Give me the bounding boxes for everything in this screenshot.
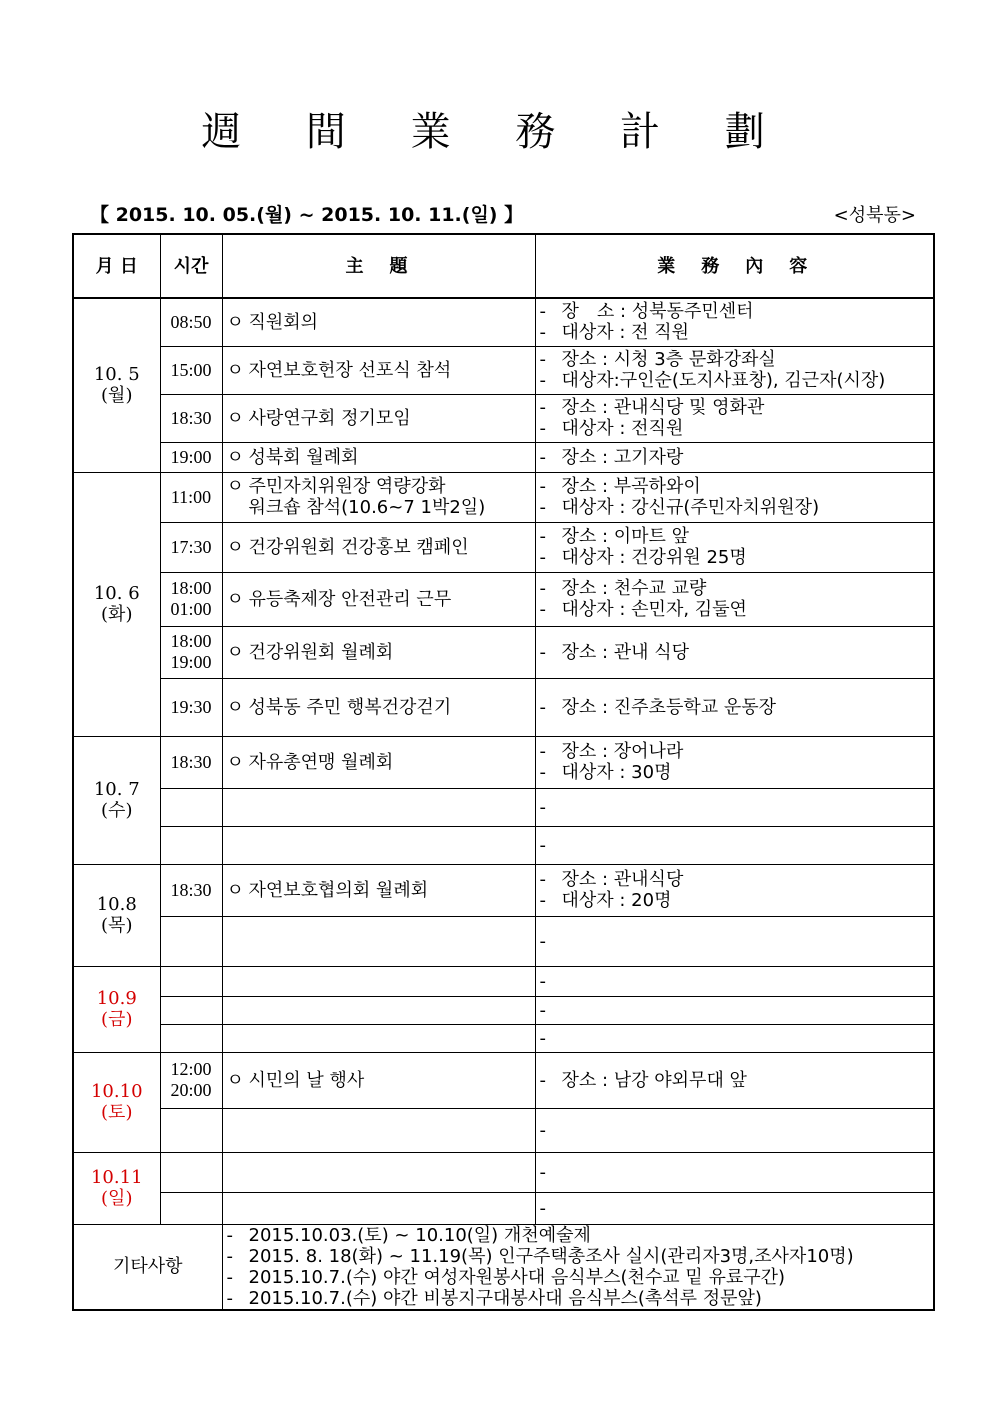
- time-cell: [160, 472, 222, 522]
- dash-mark: -: [539, 418, 546, 439]
- time-end-text: 19:00: [170, 652, 212, 672]
- content-cell: [535, 298, 934, 346]
- header-content: 業 務 內 容: [535, 234, 934, 298]
- content-line: - 대상자 : 손민자, 김둘연: [539, 599, 747, 620]
- time-cell: [160, 966, 222, 996]
- time-text: 18:30: [170, 407, 212, 428]
- content-cell: [535, 1192, 934, 1224]
- dash-mark: -: [539, 497, 546, 518]
- topic-line: ㅇ 건강위원회 월례회: [226, 641, 394, 663]
- circle-bullet-icon: ㅇ: [226, 588, 244, 610]
- dash-mark: -: [539, 578, 546, 599]
- circle-bullet-icon: ㅇ: [226, 311, 244, 333]
- dash-mark: -: [539, 741, 546, 762]
- circle-bullet-icon: ㅇ: [226, 696, 244, 718]
- table-row: [73, 1052, 934, 1108]
- content-cell: [535, 678, 934, 736]
- topic-line: ㅇ 성북동 주민 행복건강걷기: [226, 696, 452, 718]
- content-line: - 장소 : 시청 3층 문화강좌실: [539, 349, 776, 370]
- topic-cell: [222, 1152, 535, 1192]
- topic-cell: [222, 1052, 535, 1108]
- content-line: [540, 1198, 930, 1219]
- table-row: [73, 736, 934, 788]
- time-text: 17:30: [170, 536, 212, 557]
- date-text: 10.9: [96, 988, 137, 1009]
- table-row: [73, 394, 934, 442]
- table-row: [73, 864, 934, 916]
- content-line: [540, 1028, 930, 1049]
- content-cell: [535, 522, 934, 572]
- circle-bullet-icon: ㅇ: [226, 641, 244, 663]
- dash-mark: -: [539, 696, 546, 718]
- dash-mark: -: [539, 526, 546, 547]
- content-line: - 장소 : 진주초등학교 운동장: [539, 696, 776, 718]
- topic-line: ㅇ 자연보호협의회 월례회: [226, 879, 429, 901]
- date-text: 10.10: [90, 1081, 143, 1102]
- time-cell: [160, 826, 222, 864]
- topic-cell: [222, 472, 535, 522]
- content-cell: [535, 826, 934, 864]
- weekday-text: (금): [101, 1009, 133, 1030]
- topic-cell: [222, 678, 535, 736]
- content-line: [540, 931, 930, 952]
- time-text: 18:30: [170, 751, 212, 772]
- content-cell: [535, 472, 934, 522]
- dash-mark: -: [226, 1266, 233, 1288]
- time-text: 11:00: [170, 486, 212, 507]
- topic-cell: [222, 1108, 535, 1152]
- time-cell: [160, 678, 222, 736]
- table-row: [73, 1192, 934, 1224]
- content-line: - 대상자:구인순(도지사표창), 김근자(시장): [539, 370, 886, 391]
- topic-cell: [222, 916, 535, 966]
- dash-mark: -: [539, 1161, 546, 1183]
- circle-bullet-icon: ㅇ: [226, 1069, 244, 1091]
- table-row: [73, 472, 934, 522]
- content-cell: [535, 1052, 934, 1108]
- dash-mark: -: [539, 1069, 546, 1091]
- content-line: - 장소 : 천수교 교량: [539, 578, 707, 599]
- date-text: 10. 6: [93, 583, 140, 604]
- topic-cell: [222, 966, 535, 996]
- dash-mark: -: [539, 869, 546, 890]
- circle-bullet-icon: ㅇ: [226, 879, 244, 901]
- table-row: [73, 996, 934, 1024]
- time-cell: [160, 572, 222, 626]
- topic-cell: [222, 736, 535, 788]
- content-line: [540, 1000, 930, 1021]
- circle-bullet-icon: ㅇ: [226, 476, 244, 497]
- content-line: [540, 1120, 930, 1141]
- table-row: [73, 916, 934, 966]
- date-cell: [73, 736, 160, 864]
- time-text: 19:00: [170, 446, 212, 467]
- time-text: 12:00: [170, 1059, 212, 1079]
- dash-mark: -: [539, 349, 546, 370]
- weekday-text: (화): [101, 604, 133, 625]
- etc-item: - 2015.10.7.(수) 야간 여성자원봉사대 음식부스(천수교 밑 유료구간): [226, 1266, 786, 1288]
- time-end-text: 20:00: [170, 1080, 212, 1100]
- content-cell: [535, 1024, 934, 1052]
- content-cell: [535, 1108, 934, 1152]
- plan-body: [73, 298, 934, 1224]
- circle-bullet-icon: ㅇ: [226, 407, 244, 429]
- time-cell: [160, 788, 222, 826]
- table-row: [73, 1152, 934, 1192]
- date-cell: [73, 1152, 160, 1224]
- content-line: - 장소 : 장어나라: [539, 741, 684, 762]
- time-cell: [160, 394, 222, 442]
- circle-bullet-icon: ㅇ: [226, 359, 244, 381]
- dash-mark: -: [539, 370, 546, 391]
- content-cell: [535, 788, 934, 826]
- time-cell: [160, 1192, 222, 1224]
- content-line: [540, 797, 930, 818]
- topic-line: ㅇ 자연보호헌장 선포식 참석: [226, 359, 452, 381]
- topic-line: ㅇ 건강위원회 건강홍보 캠페인: [226, 536, 469, 558]
- dash-mark: -: [539, 999, 546, 1021]
- topic-cell: [222, 572, 535, 626]
- content-line: - 장소 : 이마트 앞: [539, 526, 690, 547]
- circle-bullet-icon: ㅇ: [226, 536, 244, 558]
- circle-bullet-icon: ㅇ: [226, 446, 244, 468]
- time-text: 15:00: [170, 359, 212, 380]
- date-cell: [73, 472, 160, 736]
- topic-cell: [222, 626, 535, 678]
- date-cell: [73, 966, 160, 1052]
- topic-cell: [222, 1192, 535, 1224]
- topic-cell: [222, 864, 535, 916]
- table-row: [73, 1024, 934, 1052]
- time-cell: [160, 1052, 222, 1108]
- time-cell: [160, 626, 222, 678]
- table-row: [73, 788, 934, 826]
- header-time: 시간: [160, 234, 222, 298]
- dash-mark: -: [539, 446, 546, 468]
- topic-cell: [222, 1024, 535, 1052]
- topic-line: ㅇ 직원회의: [226, 311, 319, 333]
- table-row: [73, 678, 934, 736]
- content-cell: [535, 916, 934, 966]
- topic-cell: [222, 442, 535, 472]
- content-cell: [535, 1152, 934, 1192]
- weekday-text: (토): [101, 1102, 133, 1123]
- table-row: [73, 826, 934, 864]
- circle-bullet-icon: ㅇ: [226, 751, 244, 773]
- time-cell: [160, 298, 222, 346]
- table-row: [73, 966, 934, 996]
- time-cell: [160, 1024, 222, 1052]
- content-line: - 대상자 : 30명: [539, 762, 672, 783]
- dash-mark: -: [539, 322, 546, 344]
- table-row: [73, 346, 934, 394]
- content-line: - 대상자 : 건강위원 25명: [539, 547, 747, 568]
- etc-content: [222, 1224, 934, 1310]
- dash-mark: -: [539, 641, 546, 663]
- table-row: [73, 572, 934, 626]
- header-date: 月 日: [73, 234, 160, 298]
- content-cell: [535, 346, 934, 394]
- content-line: - 장소 : 관내식당: [539, 869, 684, 890]
- dash-mark: -: [539, 599, 546, 620]
- topic-cell: [222, 996, 535, 1024]
- content-line: [540, 835, 930, 856]
- topic-cell: [222, 826, 535, 864]
- topic-line: ㅇ 자유총연맹 월례회: [226, 751, 394, 773]
- weekday-text: (목): [101, 915, 133, 936]
- content-cell: [535, 442, 934, 472]
- header-row: [73, 234, 934, 298]
- topic-line: ㅇ 시민의 날 행사: [226, 1069, 365, 1091]
- content-line: - 장소 : 부곡하와이: [539, 476, 701, 497]
- document-title: 週 間 業 務 計 劃: [201, 109, 791, 155]
- content-cell: [535, 736, 934, 788]
- table-row: [73, 442, 934, 472]
- department-label: <성북동>: [833, 205, 916, 226]
- topic-line: ㅇ 주민자치위원장 역량강화: [226, 476, 446, 497]
- topic-cell: [222, 394, 535, 442]
- dash-mark: -: [539, 397, 546, 418]
- content-cell: [535, 996, 934, 1024]
- header-topic: 主 題: [222, 234, 535, 298]
- content-line: - 장 소 : 성북동주민센터: [539, 301, 754, 323]
- date-text: 10. 5: [93, 364, 140, 386]
- content-cell: [535, 572, 934, 626]
- time-text: 18:00: [170, 631, 212, 651]
- etc-item: - 2015. 8. 18(화) ~ 11.19(목) 인구주택총조사 실시(관리자3명,조사자10명): [226, 1245, 854, 1267]
- time-cell: [160, 346, 222, 394]
- topic-cell: [222, 522, 535, 572]
- dash-mark: -: [539, 970, 546, 992]
- time-text: 18:30: [170, 879, 212, 900]
- time-cell: [160, 916, 222, 966]
- content-line: [540, 1162, 930, 1183]
- time-cell: [160, 736, 222, 788]
- period-range: 【 2015. 10. 05.(월) ~ 2015. 10. 11.(일) 】: [90, 204, 524, 226]
- dash-mark: -: [539, 476, 546, 497]
- time-text: 18:00: [170, 578, 212, 598]
- etc-item: - 2015.10.03.(토) ~ 10.10(일) 개천예술제: [226, 1224, 591, 1246]
- dash-mark: -: [539, 890, 546, 911]
- time-cell: [160, 442, 222, 472]
- time-text: 19:30: [170, 696, 212, 717]
- table-row: [73, 626, 934, 678]
- date-text: 10. 7: [93, 779, 140, 800]
- etc-item: - 2015.10.7.(수) 야간 비봉지구대봉사대 음식부스(촉석루 정문앞): [226, 1287, 762, 1309]
- dash-mark: -: [226, 1224, 233, 1246]
- topic-cell: [222, 298, 535, 346]
- topic-cell: [222, 788, 535, 826]
- content-line: - 장소 : 관내 식당: [539, 641, 690, 663]
- date-cell: [73, 298, 160, 472]
- weekly-plan-table: [72, 233, 935, 1311]
- dash-mark: -: [539, 1197, 546, 1219]
- dash-mark: -: [539, 930, 546, 952]
- table-row: [73, 1108, 934, 1152]
- dash-mark: -: [539, 796, 546, 818]
- weekday-text: (수): [101, 800, 133, 821]
- time-text: 08:50: [170, 311, 212, 332]
- weekday-text: (월): [101, 385, 133, 407]
- table-row: [73, 522, 934, 572]
- dash-mark: -: [539, 547, 546, 568]
- topic-cell: [222, 346, 535, 394]
- dash-mark: -: [539, 834, 546, 856]
- time-cell: [160, 522, 222, 572]
- etc-label: 기타사항: [73, 1224, 222, 1310]
- content-line: - 대상자 : 전 직원: [539, 322, 690, 344]
- content-line: - 대상자 : 강신규(주민자치위원장): [539, 497, 820, 518]
- dash-mark: -: [539, 762, 546, 783]
- date-text: 10.8: [96, 894, 137, 915]
- topic-line: ㅇ 성북회 월례회: [226, 446, 359, 468]
- topic-line: ㅇ 유등축제장 안전관리 근무: [226, 588, 452, 610]
- content-line: - 대상자 : 전직원: [539, 418, 684, 439]
- date-cell: [73, 864, 160, 966]
- content-cell: [535, 394, 934, 442]
- content-cell: [535, 966, 934, 996]
- content-line: - 장소 : 남강 야외무대 앞: [539, 1069, 747, 1091]
- dash-mark: -: [226, 1287, 233, 1309]
- dash-mark: -: [539, 301, 546, 323]
- time-cell: [160, 1152, 222, 1192]
- date-text: 10.11: [90, 1167, 143, 1188]
- dash-mark: -: [539, 1027, 546, 1049]
- dash-mark: -: [226, 1245, 233, 1267]
- time-cell: [160, 864, 222, 916]
- topic-line-2: 워크숍 참석(10.6~7 1박2일): [248, 497, 486, 518]
- content-line: - 장소 : 고기자랑: [539, 446, 684, 468]
- content-cell: [535, 864, 934, 916]
- content-line: - 대상자 : 20명: [539, 890, 672, 911]
- time-cell: [160, 996, 222, 1024]
- topic-line: ㅇ 사랑연구회 정기모임: [226, 407, 411, 429]
- weekday-text: (일): [101, 1188, 133, 1209]
- table-row: [73, 298, 934, 346]
- time-cell: [160, 1108, 222, 1152]
- etc-row: [73, 1224, 934, 1310]
- time-end-text: 01:00: [170, 599, 212, 619]
- content-line: - 장소 : 관내식당 및 영화관: [539, 397, 765, 418]
- content-line: [540, 971, 930, 992]
- content-cell: [535, 626, 934, 678]
- dash-mark: -: [539, 1119, 546, 1141]
- date-cell: [73, 1052, 160, 1152]
